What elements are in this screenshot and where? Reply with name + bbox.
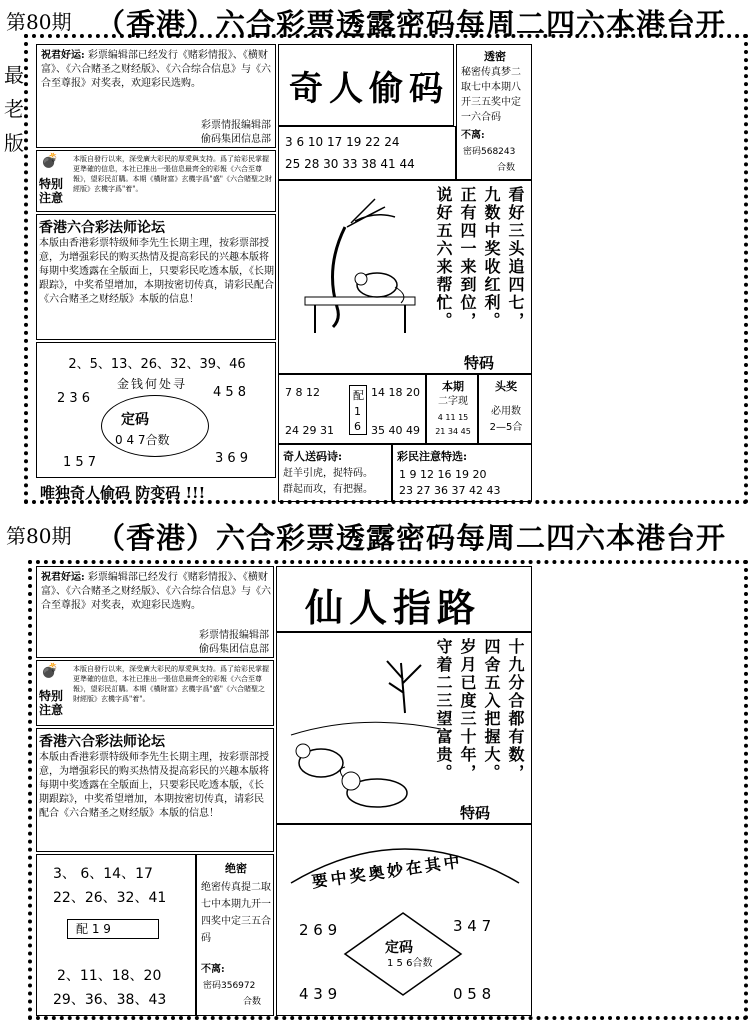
top-headline: （香港）六合彩票透露密码每周二四六本港台开: [96, 7, 727, 41]
top-send-poem-box: 奇人送码诗: 赶羊引虎，捉特码。 群起而攻，有把握。: [278, 444, 392, 502]
bottom-arc-text: 要中奖奥妙在其中: [310, 851, 464, 892]
top-secret-unit: 合数: [497, 163, 516, 173]
top-pei-left2: 24 29 31: [285, 424, 334, 437]
top-special-pick-box: 彩民注意特选: 1 9 12 16 19 20 23 27 36 37 42 43: [392, 444, 532, 502]
top-special-label: 特码: [464, 354, 495, 372]
bottom-greeting-sign1: 彩票情报编辑部: [199, 630, 269, 641]
top-pei-left1: 7 8 12: [285, 386, 320, 399]
top-notice-box: [36, 150, 276, 212]
top-poem-col-3: 正有四一来到位，: [458, 186, 477, 330]
top-slogan: 唯独奇人偷码 防变码 !!!: [40, 484, 206, 502]
top-code-center-label: 定码: [121, 412, 149, 428]
top-code-numbers: 2、5、13、26、32、39、46: [68, 357, 246, 372]
bottom-poem-col-3: 岁月已度三十年，: [458, 638, 477, 782]
top-poem-col-1: 看好三头追四七，: [506, 186, 525, 330]
bottom-issue-number: 第80期: [6, 524, 72, 548]
bottom-greeting-body: 彩票编辑部已经发行《赌彩情报》、《横财富》、《六合赌圣之财经版》、《六合综合信息》与《六合至尊报》对奖表，欢迎彩民选购。: [41, 572, 271, 611]
bottom-poem-columns: [432, 638, 526, 808]
top-secret-box: [456, 44, 532, 180]
bottom-poem-col-2: 四舍五入把握大。: [482, 638, 501, 782]
top-secret-code: 密码568243: [463, 147, 516, 157]
top-notice-body: 本版自發行以來，深受廣大彩民的厚愛與支持。爲了給彩民掌握更準確的信息，本社已推出一張信息最齊全的彩報《六合至尊報》，望彩民訂購。本期《橫財富》玄機字爲"盛"《六合賭聖之財經版》玄機字爲"着"。: [73, 155, 272, 193]
bottom-title: 仙人指路: [305, 585, 482, 630]
bottom-jue-mi-box: 绝密 绝密传真提二取七中本期九开一四奖中定三五合码 不离: 密码356972 合数: [196, 854, 274, 1016]
top-pei-right2: 35 40 49: [371, 424, 420, 437]
top-forum-box: [36, 214, 276, 340]
top-issue-number: 第80期: [6, 10, 72, 34]
top-forum-body: 本版由香港彩票特级师李先生长期主理，按彩票部授意，为增强彩民的购买热情及提高彩民的兴趣本版将每期中奖透露在全版面上，只要彩民吃透本版，《长期跟踪》，中奖希望增加，本期按密切传真，请彩民配合《六合赌圣之财经版》本版的信息！: [39, 238, 274, 305]
top-pei-box: [278, 374, 426, 444]
bottom-notice-body: 本版自發行以來，深受廣大彩民的厚愛與支持。爲了給彩民掌握更準確的信息，本社已推出一張信息最齊全的彩報《六合至尊報》，望彩民訂購。本期《橫財富》玄機字爲"盛"《六合賭聖之財經版》玄機字爲"着"。: [73, 665, 269, 703]
top-code-right-bottom: 3 6 9: [215, 451, 249, 466]
bottom-greeting-title: 祝君好运:: [41, 572, 85, 583]
bench-rat-illustration: [285, 187, 435, 347]
bottom-greeting-box: [36, 566, 274, 658]
top-code-left-bottom: 1 5 7: [63, 455, 97, 470]
ram-tree-illustration: [281, 643, 451, 813]
top-greeting-sign1: 彩票情报编辑部: [201, 120, 271, 131]
top-side-label: 最 老 版: [4, 63, 24, 155]
bottom-title-box: [276, 566, 532, 632]
bottom-forum-box: [36, 728, 274, 852]
bottom-pei-box: 配 1 9: [67, 919, 159, 939]
top-notice-label: 特别注意: [39, 177, 64, 205]
top-pei-mid: 配 1 6: [349, 385, 367, 435]
top-title-box: [278, 44, 454, 126]
top-numbers-row2: 25 28 30 33 38 41 44: [285, 157, 415, 171]
bottom-poem-col-1: 十九分合都有数，: [506, 638, 525, 782]
top-secret-title: 透密: [484, 50, 506, 63]
top-poem-columns: [432, 186, 526, 346]
bomb-icon: 💣: [41, 663, 59, 679]
top-code-arc: 金钱何处寻: [117, 377, 188, 391]
top-number-rows: [278, 126, 456, 180]
top-forum-title: 香港六合彩法师论坛: [39, 220, 165, 236]
bottom-forum-body: 本版由香港彩票特级师李先生长期主理，按彩票部授意，为增强彩民的购买热情及提高彩民的兴趣本版将每期中奖透露在全版面上，只要彩民吃透本版，《长期跟踪》，中奖希望增加，本期按密切传真，请彩民配合《六合赌圣之财经版》本版的信息！: [39, 752, 269, 819]
top-numbers-row1: 3 6 10 17 19 22 24: [285, 135, 400, 149]
bottom-special-label: 特码: [460, 804, 491, 822]
top-poem-col-2: 九数中奖收红利。: [482, 186, 501, 330]
top-poem-col-4: 说好五六来帮忙。: [434, 186, 453, 330]
top-pei-right1: 14 18 20: [371, 386, 420, 399]
bomb-icon: 💣: [41, 153, 59, 169]
top-secret-no-leak: 不离:: [461, 130, 485, 141]
top-this-issue-box: 本期 二字现 4 11 15 21 34 45: [426, 374, 478, 444]
bottom-left-numbers-box: 3、 6、14、17 22、26、32、41 配 1 9 2、11、18、20 29、36、38、43: [36, 854, 196, 1016]
top-code-right-top: 4 5 8: [213, 385, 247, 400]
top-greeting-body: 彩票编辑部已经发行《赌彩情报》、《横财富》、《六合赌圣之财经版》、《六合综合信息》与《六合至尊报》对奖表，欢迎彩民选购。: [41, 50, 271, 89]
top-greeting-sign2: 偷码集团信息部: [201, 134, 271, 145]
top-head-prize-box: 头奖 必用数 2—5合: [478, 374, 532, 444]
top-greeting-box: [36, 44, 276, 148]
bottom-headline: （香港）六合彩票透露密码每周二四六本港台开: [96, 521, 727, 555]
bottom-greeting-sign2: 偷码集团信息部: [199, 644, 269, 655]
top-secret-body: 秘密传真梦二取七中本期八开三五奖中定一六合码: [461, 67, 521, 123]
bottom-forum-title: 香港六合彩法师论坛: [39, 734, 165, 750]
top-title: 奇人偷码: [289, 69, 449, 109]
top-code-left-top: 2 3 6: [57, 391, 91, 406]
bottom-notice-box: [36, 660, 274, 726]
top-code-center-nums: 0 4 7合数: [115, 433, 170, 447]
bottom-diamond-panel: 要中奖奥妙在其中 2 6 9 3 4 7 定码 1 5 6合数 4 3 9 0 5 8: [276, 824, 532, 1016]
bottom-notice-label: 特别注意: [39, 689, 64, 717]
top-code-panel: [36, 342, 276, 478]
bottom-poem-col-4: 守着二三望富贵。: [434, 638, 453, 782]
top-greeting-title: 祝君好运:: [41, 50, 85, 61]
